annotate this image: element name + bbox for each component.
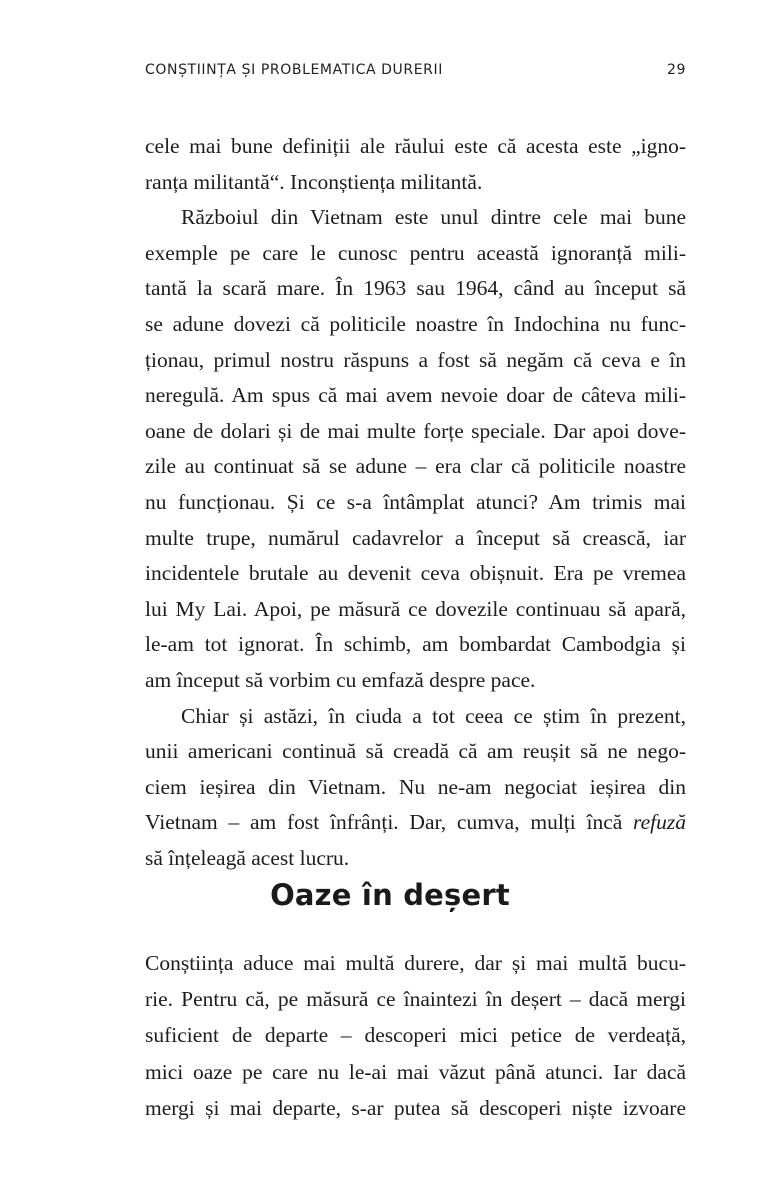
section-heading: Oaze în deșert [270,878,510,912]
emphasized-text: refuză [633,810,686,835]
text-line [145,734,686,770]
text-line [145,770,686,806]
text-segment: ționau, primul nostru răspuns a fost să negăm că ceva e în [145,347,686,372]
text-segment: cele mai bune definiții ale răului este că acesta este „igno- [145,134,686,158]
text-line [145,485,686,521]
text-segment: ranța militantă“. Inconștiența militantă. [145,169,483,194]
text-line [145,945,686,981]
text-segment: rie. Pentru că, pe măsură ce înaintezi în deșert – dacă mergi [145,987,686,1012]
text-line [145,307,686,343]
text-segment: am început să vorbim cu emfază despre pace. [145,667,536,692]
text-segment: se adune dovezi că politicile noastre în Indochina nu func- [145,311,686,336]
paragraph [145,699,686,877]
text-segment: zile au continuat să se adune – era clar că politicile noastre [145,454,686,479]
text-line [145,663,686,699]
body-text-section-1 [145,129,686,876]
text-line [145,627,686,663]
text-segment: mergi și mai departe, s-ar putea să descoperi niște izvoare [145,1095,686,1120]
text-line [145,449,686,485]
text-segment: neregulă. Am spus că mai avem nevoie doar de câteva mili- [145,383,686,408]
page-number: 29 [666,62,686,78]
text-line [145,805,686,841]
text-line [145,271,686,307]
text-line [145,378,686,414]
text-line [145,1090,686,1126]
text-line [145,165,686,201]
text-segment: suficient de departe – descoperi mici petice de verdeață, [145,1023,686,1048]
body-text-section-2 [145,945,686,1126]
text-line [145,841,686,877]
text-segment: Conștiința aduce mai multă durere, dar și mai multă bucu- [145,951,686,975]
text-segment: mici oaze pe care nu le-ai mai văzut până atunci. Iar dacă [145,1059,686,1084]
text-line [145,699,686,735]
text-segment: oane de dolari și de mai multe forțe speciale. Dar apoi dove- [145,418,686,443]
text-line [145,200,686,236]
text-segment: Vietnam – am fost înfrânți. Dar, cumva, mulți încă [145,810,634,835]
text-line [145,129,686,165]
text-line [145,343,686,379]
paragraph [145,945,686,1126]
text-line [145,556,686,592]
running-header [145,62,686,78]
text-segment: ciem ieșirea din Vietnam. Nu ne-am negociat ieșirea din [145,774,686,799]
paragraph [145,129,686,200]
text-segment: multe trupe, numărul cadavrelor a început să crească, iar [145,525,686,550]
text-segment: lui My Lai. Apoi, pe măsură ce dovezile continuau să apară, [145,596,686,621]
text-segment: unii americani continuă să creadă că am reușit să ne nego- [145,739,686,764]
text-line [145,236,686,272]
text-segment: incidentele brutale au devenit ceva obișnuit. Era pe vremea [145,561,686,586]
text-segment: nu funcționau. Și ce s-a întâmplat atunci? Am trimis mai [145,489,686,514]
paragraph [145,200,686,698]
chapter-title: CONȘTIINȚA ȘI PROBLEMATICA DURERII [145,62,443,78]
text-segment: tantă la scară mare. În 1963 sau 1964, când au început să [145,276,686,301]
text-line [145,521,686,557]
text-line [145,1017,686,1053]
text-line [145,1054,686,1090]
text-line [145,414,686,450]
text-line [145,981,686,1017]
text-line [145,592,686,628]
text-segment: exemple pe care le cunosc pentru această ignoranță mili- [145,240,686,265]
text-segment: Chiar și astăzi, în ciuda a tot ceea ce știm în prezent, [181,703,686,728]
text-segment: să înțeleagă acest lucru. [145,845,350,870]
text-segment: le-am tot ignorat. În schimb, am bombardat Cambodgia și [145,632,686,657]
text-segment: Războiul din Vietnam este unul dintre cele mai bune [181,205,686,230]
